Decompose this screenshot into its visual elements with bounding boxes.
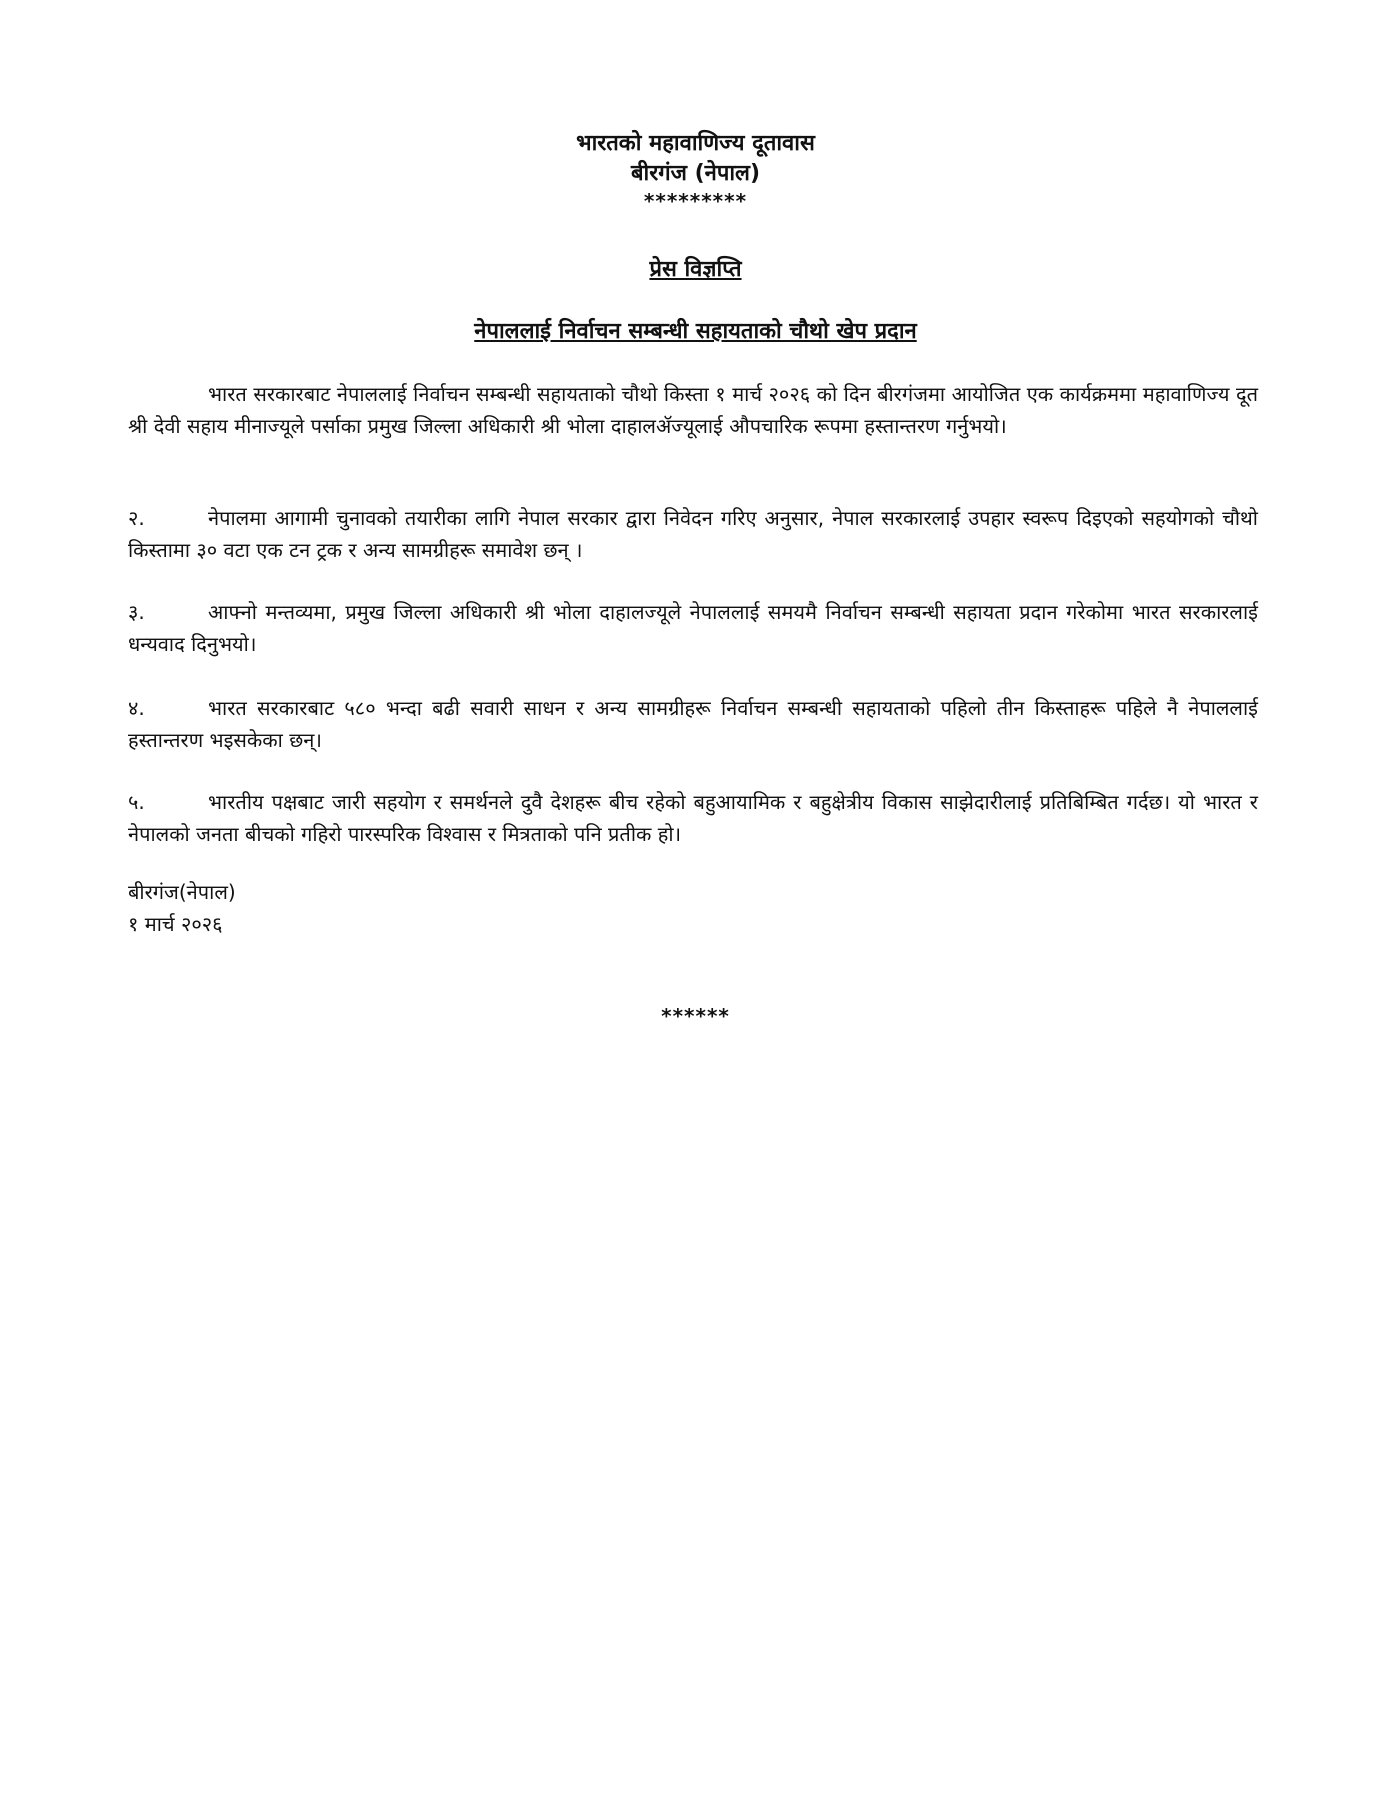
paragraph-3: [128, 596, 1258, 660]
paragraph-4: [128, 692, 1258, 756]
paragraph-3-number: ३.: [128, 600, 145, 624]
issue-date: १ मार्च २०२६: [128, 912, 223, 936]
paragraph-1: [128, 378, 1258, 442]
paragraph-5-text: भारतीय पक्षबाट जारी सहयोग र समर्थनले दुवै देशहरू बीच रहेको बहुआयामिक र बहुक्षेत्रीय विकास साझेदारीलाई प्रतिबिम्बित गर्दछ। यो भारत र नेपालको जनता बीचको गहिरो पारस्परिक विश्वास र मित्रताको पनि प्रतीक हो।: [128, 790, 1258, 846]
document-type-title: प्रेस विज्ञप्ति: [649, 257, 742, 282]
paragraph-4-text: भारत सरकारबाट ५८० भन्दा बढी सवारी साधन र अन्य सामग्रीहरू निर्वाचन सम्बन्धी सहायताको पहिलो तीन किस्ताहरू पहिले नै नेपाललाई हस्तान्तरण भइसकेका छन्।: [128, 696, 1258, 752]
paragraph-1-text: भारत सरकारबाट नेपाललाई निर्वाचन सम्बन्धी सहायताको चौथो किस्ता १ मार्च २०२६ को दिन बीरगंजमा आयोजित एक कार्यक्रममा महावाणिज्य दूत श्री देवी सहाय मीनाज्यूले पर्साका प्रमुख जिल्ला अधिकारी श्री भोला दाहालॲज्यूलाई औपचारिक रूपमा हस्तान्तरण गर्नुभयो।: [128, 382, 1258, 438]
paragraph-4-number: ४.: [128, 696, 145, 720]
paragraph-2-text: नेपालमा आगामी चुनावको तयारीका लागि नेपाल सरकार द्वारा निवेदन गरिए अनुसार, नेपाल सरकारलाई उपहार स्वरूप दिइएको सहयोगको चौथो किस्तामा ३० वटा एक टन ट्रक र अन्य सामग्रीहरू समावेश छन् ।: [128, 506, 1258, 562]
paragraph-3-text: आफ्नो मन्तव्यमा, प्रमुख जिल्ला अधिकारी श्री भोला दाहालज्यूले नेपाललाई समयमै निर्वाचन सम्बन्धी सहायता प्रदान गरेकोमा भारत सरकारलाई धन्यवाद दिनुभयो।: [128, 600, 1258, 656]
consulate-location: बीरगंज (नेपाल): [630, 161, 761, 186]
paragraph-2-number: २.: [128, 506, 145, 530]
paragraph-5: [128, 786, 1258, 850]
consulate-name: भारतको महावाणिज्य दूतावास: [576, 131, 815, 156]
paragraph-2: [128, 502, 1258, 566]
paragraph-5-number: ५.: [128, 790, 145, 814]
subject-heading: नेपाललाई निर्वाचन सम्बन्धी सहायताको चौथो खेप प्रदान: [474, 319, 917, 344]
header-separator: *********: [643, 189, 748, 213]
end-marker: ******: [661, 1004, 730, 1028]
issue-place: बीरगंज(नेपाल): [128, 880, 236, 904]
